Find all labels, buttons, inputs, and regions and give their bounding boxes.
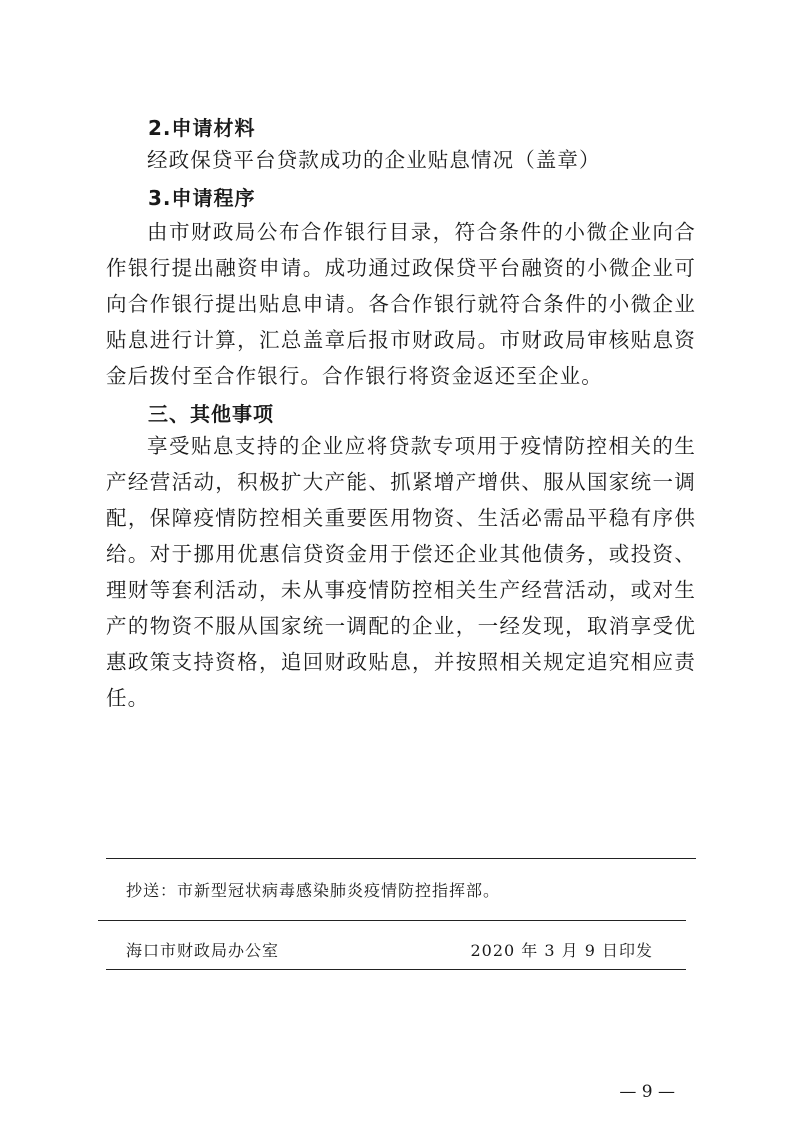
section-3-body: 由市财政局公布合作银行目录，符合条件的小微企业向合作银行提出融资申请。成功通过政保贷平台融资的小微企业可向合作银行提出贴息申请。各合作银行就符合条件的小微企业贴息进行计算，汇总盖章后报市财政局。市财政局审核贴息资金后拨付至合作银行。合作银行将资金返还至企业。 [106,220,696,388]
section-2-body: 经政保贷平台贷款成功的企业贴息情况（盖章） [147,148,601,172]
page-number: — 9 — [619,1082,675,1102]
part-3-body: 享受贴息支持的企业应将贷款专项用于疫情防控相关的生产经营活动，积极扩大产能、抓紧增产增供、服从国家统一调配，保障疫情防控相关重要医用物资、生活必需品平稳有序供给。对于挪用优惠信贷资金用于偿还企业其他债务，或投资、理财等套利活动，未从事疫情防控相关生产经营活动，或对生产的物资不服从国家统一调配的企业，一经发现，取消享受优惠政策支持资格，追回财政贴息，并按照相关规定追究相应责任。 [106,434,696,710]
section-3-heading: 3.申请程序 [148,186,256,210]
footer-bottom-rule [106,969,686,970]
part-3-heading: 三、其他事项 [148,402,274,426]
issue-date: 2020 年 3 月 9 日印发 [470,941,653,960]
footer-middle-rule [98,920,686,921]
section-2-heading: 2.申请材料 [148,116,256,140]
footer-top-rule [106,858,696,859]
issuing-office: 海口市财政局办公室 [126,941,280,960]
cc-line: 抄送：市新型冠状病毒感染肺炎疫情防控指挥部。 [126,881,501,900]
